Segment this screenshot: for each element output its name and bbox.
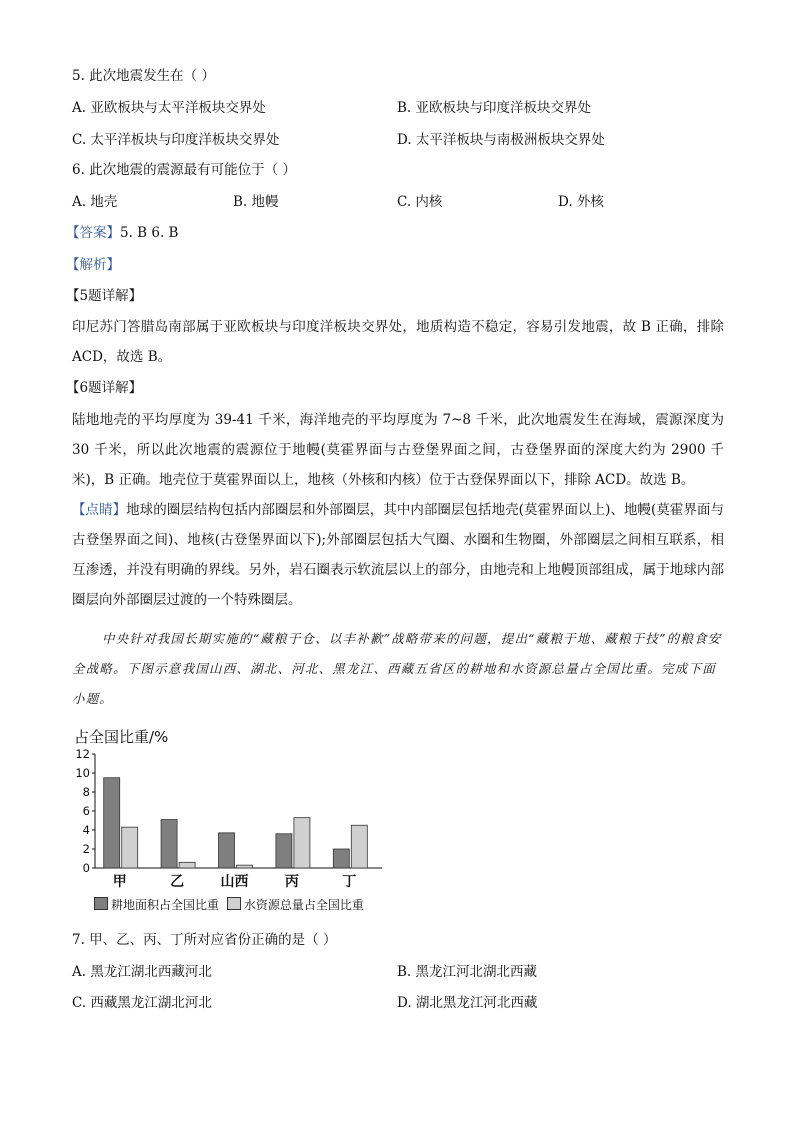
q7-stem: 7. 甲、乙、丙、丁所对应省份正确的是（ ） xyxy=(72,932,337,948)
q7-option-b: B. 黑龙江河北湖北西藏 xyxy=(397,964,538,980)
q5-option-a: A. 亚欧板块与太平洋板块交界处 xyxy=(72,100,266,116)
note-label: 【点睛】 xyxy=(72,502,127,518)
bar xyxy=(104,778,120,868)
bar xyxy=(237,865,253,868)
answer-label: 【答案】 xyxy=(66,225,120,241)
bar xyxy=(219,833,235,868)
y-axis-title: 占全国比重/% xyxy=(74,728,169,746)
detail5-label: 【5题详解】 xyxy=(66,288,143,304)
detail6-label: 【6题详解】 xyxy=(66,380,143,396)
note-paragraph xyxy=(72,495,724,615)
legend-swatch-water xyxy=(227,897,241,910)
y-tick-label: 8 xyxy=(82,785,90,799)
analysis-label: 【解析】 xyxy=(66,257,120,273)
chart-legend xyxy=(94,897,364,913)
bar-chart xyxy=(72,726,402,894)
q6-option-c: C. 内核 xyxy=(397,194,443,210)
bar xyxy=(276,834,292,868)
x-tick-label: 丙 xyxy=(284,874,299,890)
y-tick-label: 6 xyxy=(82,804,90,818)
answer-line xyxy=(66,223,178,243)
bar xyxy=(294,818,310,868)
answer-value: 5. B 6. B xyxy=(120,225,179,241)
bar xyxy=(161,820,177,868)
x-tick-label: 丁 xyxy=(342,874,357,890)
q6-option-a: A. 地壳 xyxy=(72,194,118,210)
detail5-text: 印尼苏门答腊岛南部属于亚欧板块与印度洋板块交界处，地质构造不稳定，容易引发地震，故 B 正确，排除 ACD，故选 B。 xyxy=(72,319,724,365)
legend-label-water: 水资源总量占全国比重 xyxy=(243,898,364,912)
q6-option-d: D. 外核 xyxy=(558,194,604,210)
y-tick-label: 10 xyxy=(75,766,90,780)
x-tick-label: 乙 xyxy=(170,874,185,890)
y-tick-label: 4 xyxy=(82,823,90,837)
detail6-text: 陆地地壳的平均厚度为 39-41 千米，海洋地壳的平均厚度为 7~8 千米，此次地震发生在海域，震源深度为 30 千米，所以此次地震的震源位于地幔(莫霍界面与古登堡界面之间，古登堡界面的深度大约为 2900 千米)，B 正确。地壳位于莫霍界面以上，地核（外核和内核）位于古登保界面以下，排除 ACD。故选 B。 xyxy=(72,412,724,488)
y-tick-label: 12 xyxy=(75,747,90,761)
q7-option-c: C. 西藏黑龙江湖北河北 xyxy=(72,995,212,1011)
x-tick-label: 甲 xyxy=(112,874,127,890)
bar xyxy=(333,849,349,868)
chart-intro: 中央针对我国长期实施的“藏粮于仓、以丰补歉”战略带来的问题，提出“藏粮于地、藏粮于技”的粮食安全战略。下图示意我国山西、湖北、河北、黑龙江、西藏五省区的耕地和水资源总量占全国比重。完成下面小题。 xyxy=(72,631,722,706)
legend-label-farmland: 耕地面积占全国比重 xyxy=(111,898,220,912)
q7-option-d: D. 湖北黑龙江河北西藏 xyxy=(397,995,538,1011)
q5-option-b: B. 亚欧板块与印度洋板块交界处 xyxy=(397,100,592,116)
q5-option-c: C. 太平洋板块与印度洋板块交界处 xyxy=(72,132,280,148)
q5-option-d: D. 太平洋板块与南极洲板块交界处 xyxy=(397,132,605,148)
y-tick-label: 2 xyxy=(82,842,90,856)
bar xyxy=(122,827,138,868)
q7-option-a: A. 黑龙江湖北西藏河北 xyxy=(72,964,212,980)
note-text: 地球的圈层结构包括内部圈层和外部圈层，其中内部圈层包括地壳(莫霍界面以上)、地幔(莫霍界面与古登堡界面之间)、地核(古登堡界面以下);外部圈层包括大气圈、水圈和生物圈，外部圈层之间相互联系，相互渗透，并没有明确的界线。另外，岩石圈表示软流层以上的部分，由地壳和上地幔顶部组成，属于地球内部圈层向外部圈层过渡的一个特殊圈层。 xyxy=(72,502,724,608)
x-tick-label: 山西 xyxy=(220,874,249,890)
legend-swatch-farmland xyxy=(94,897,108,910)
q5-stem: 5. 此次地震发生在（ ） xyxy=(72,68,215,84)
q6-option-b: B. 地幔 xyxy=(233,194,279,210)
q6-stem: 6. 此次地震的震源最有可能位于（ ） xyxy=(72,162,296,178)
bar xyxy=(179,862,195,868)
bar xyxy=(351,825,367,868)
y-tick-label: 0 xyxy=(82,861,90,875)
